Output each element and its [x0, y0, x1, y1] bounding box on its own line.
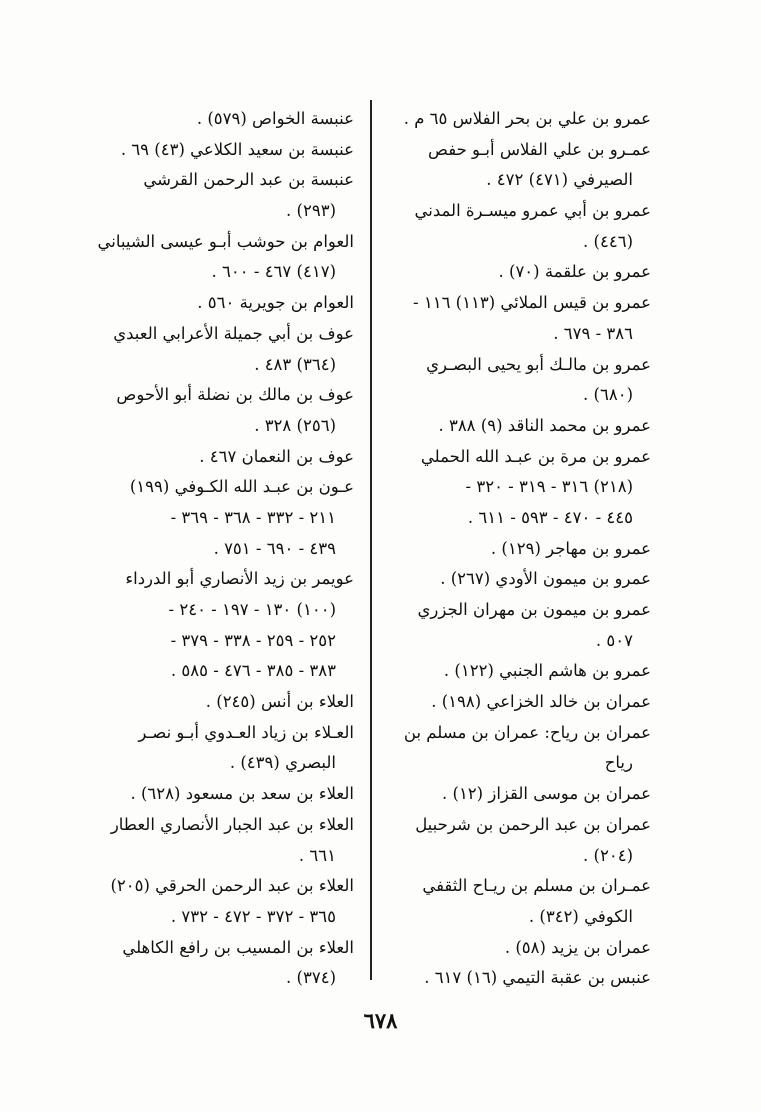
- index-entry-continuation: (٣٧٤) .: [286, 968, 336, 988]
- index-entry-continuation: الكوفي (٣٤٢) .: [528, 906, 633, 926]
- index-entry: عـون بن عبـد الله الكـوفي (١٩٩): [129, 477, 354, 497]
- index-entry-continuation: ٢١١ - ٣٣٢ - ٣٦٨ - ٣٦٩ -: [170, 507, 336, 527]
- index-entry: عمران بن رياح: عمران بن مسلم بن: [403, 722, 651, 742]
- index-entry: عمران بن خالد الخزاعي (١٩٨) .: [431, 692, 651, 712]
- index-entry-continuation: (٢٩٣) .: [286, 201, 336, 221]
- index-entry-continuation: ٤٣٩ - ٦٩٠ - ٧٥١ .: [213, 538, 336, 558]
- index-column-left: [92, 104, 354, 994]
- index-entry-continuation: (٢٠٤) .: [583, 845, 633, 865]
- index-entry: عويمر بن زيد الأنصاري أبو الدرداء: [125, 569, 354, 589]
- index-entry: عمرو بن ميمون بن مهران الجزري: [417, 600, 651, 619]
- index-entry-continuation: ٤٤٥ - ٤٧٠ - ٥٩٣ - ٦١١ .: [467, 507, 633, 527]
- index-entry: العـلاء بن زياد العـدوي أبـو نصـر: [138, 722, 354, 742]
- index-entry: عمران بن موسى القزاز (١٢) .: [442, 784, 651, 804]
- index-entry: العوام بن حوشب أبـو عيسى الشيباني: [97, 231, 354, 251]
- index-entry: عنبسة بن سعيد الكلاعي (٤٣) ٦٩ .: [120, 139, 354, 159]
- index-entry: عوف بن أبي جميلة الأعرابي العبدي: [113, 323, 354, 343]
- index-entry: عنبس بن عقبة التيمي (١٦) ٦١٧ .: [424, 968, 651, 988]
- index-entry-continuation: (١٠٠) ١٣٠ - ١٩٧ - ٢٤٠ -: [168, 600, 336, 619]
- page-number: ٦٧٨: [363, 1008, 398, 1033]
- index-entry: عمرو بن مالـك أبو يحيى البصـري: [426, 354, 651, 374]
- index-entry: العلاء بن أنس (٢٤٥) .: [205, 692, 354, 712]
- index-entry-continuation: (٤١٧) ٤٦٧ - ٦٠٠ .: [211, 262, 336, 282]
- index-entry: العلاء بن المسيب بن رافع الكاهلي: [122, 937, 354, 957]
- index-entry: العلاء بن عبد الرحمن الحرقي (٢٠٥): [110, 876, 354, 896]
- index-entry: عمران بن يزيد (٥٨) .: [504, 937, 651, 957]
- index-entry: عمرو بن مرة بن عبـد الله الحملي: [420, 446, 651, 466]
- index-entry-continuation: رياح: [604, 753, 633, 773]
- index-entry: العلاء بن سعد بن مسعود (٦٢٨) .: [130, 784, 354, 804]
- index-entry: عمرو بن محمد الناقد (٩) ٣٨٨ .: [438, 415, 651, 435]
- index-entry: عمرو بن قيس الملائي (١١٣) ١١٦ -: [413, 293, 651, 313]
- index-entry: عمرو بن هاشم الجنبي (١٢٢) .: [443, 661, 651, 681]
- index-entry: عمـران بن مسلم بن ريـاح الثقفي: [422, 876, 651, 896]
- index-entry-continuation: الصيرفي (٤٧١) ٤٧٢ .: [486, 170, 633, 190]
- index-entry: عمرو بن ميمون الأودي (٢٦٧) .: [440, 569, 651, 589]
- index-entry-continuation: ٢٥٢ - ٢٥٩ - ٣٣٨ - ٣٧٩ -: [170, 630, 336, 650]
- index-entry: عوف بن النعمان ٤٦٧ .: [199, 446, 354, 466]
- index-entry: عنبسة بن عبد الرحمن القرشي: [143, 170, 354, 190]
- index-entry-continuation: ٣٨٣ - ٣٨٥ - ٤٧٦ - ٥٨٥ .: [170, 661, 336, 681]
- index-entry: عمران بن عبد الرحمن بن شرحبيل: [415, 814, 651, 834]
- index-entry: العوام بن جويرية ٥٦٠ .: [197, 293, 354, 313]
- index-entry: عوف بن مالك بن نضلة أبو الأحوص: [116, 385, 354, 405]
- index-entry-continuation: (٢١٨) ٣١٦ - ٣١٩ - ٣٢٠ -: [465, 477, 633, 497]
- index-entry: عنبسة الخواص (٥٧٩) .: [196, 109, 354, 128]
- index-column-right: [385, 104, 651, 994]
- index-entry-continuation: (٣٦٤) ٤٨٣ .: [254, 354, 336, 374]
- index-entry: عمرو بن أبي عمرو ميسـرة المدني: [414, 201, 651, 221]
- index-entry-continuation: ٦٦١ .: [298, 845, 336, 865]
- column-divider: [370, 100, 372, 980]
- index-entry: العلاء بن عبد الجبار الأنصاري العطار: [110, 814, 354, 834]
- index-entry: عمرو بن مهاجر (١٢٩) .: [490, 538, 651, 558]
- index-entry-continuation: (٢٥٦) ٣٢٨ .: [254, 415, 336, 435]
- index-entry-continuation: ٣٦٥ - ٣٧٢ - ٤٧٢ - ٧٣٢ .: [170, 906, 336, 926]
- index-entry-continuation: (٦٨٠) .: [583, 385, 633, 405]
- index-entry-continuation: ٥٠٧ .: [595, 630, 633, 650]
- index-entry-continuation: ٣٨٦ - ٦٧٩ .: [553, 323, 633, 343]
- index-entry: عمرو بن علقمة (٧٠) .: [498, 262, 651, 282]
- index-entry-continuation: البصري (٤٣٩) .: [229, 753, 336, 773]
- index-entry: عمـرو بن علي الفلاس أبـو حفص: [428, 139, 651, 159]
- index-entry-continuation: (٤٤٦) .: [583, 231, 633, 251]
- index-entry: عمرو بن علي بن بحر الفلاس ٦٥ م .: [403, 109, 651, 128]
